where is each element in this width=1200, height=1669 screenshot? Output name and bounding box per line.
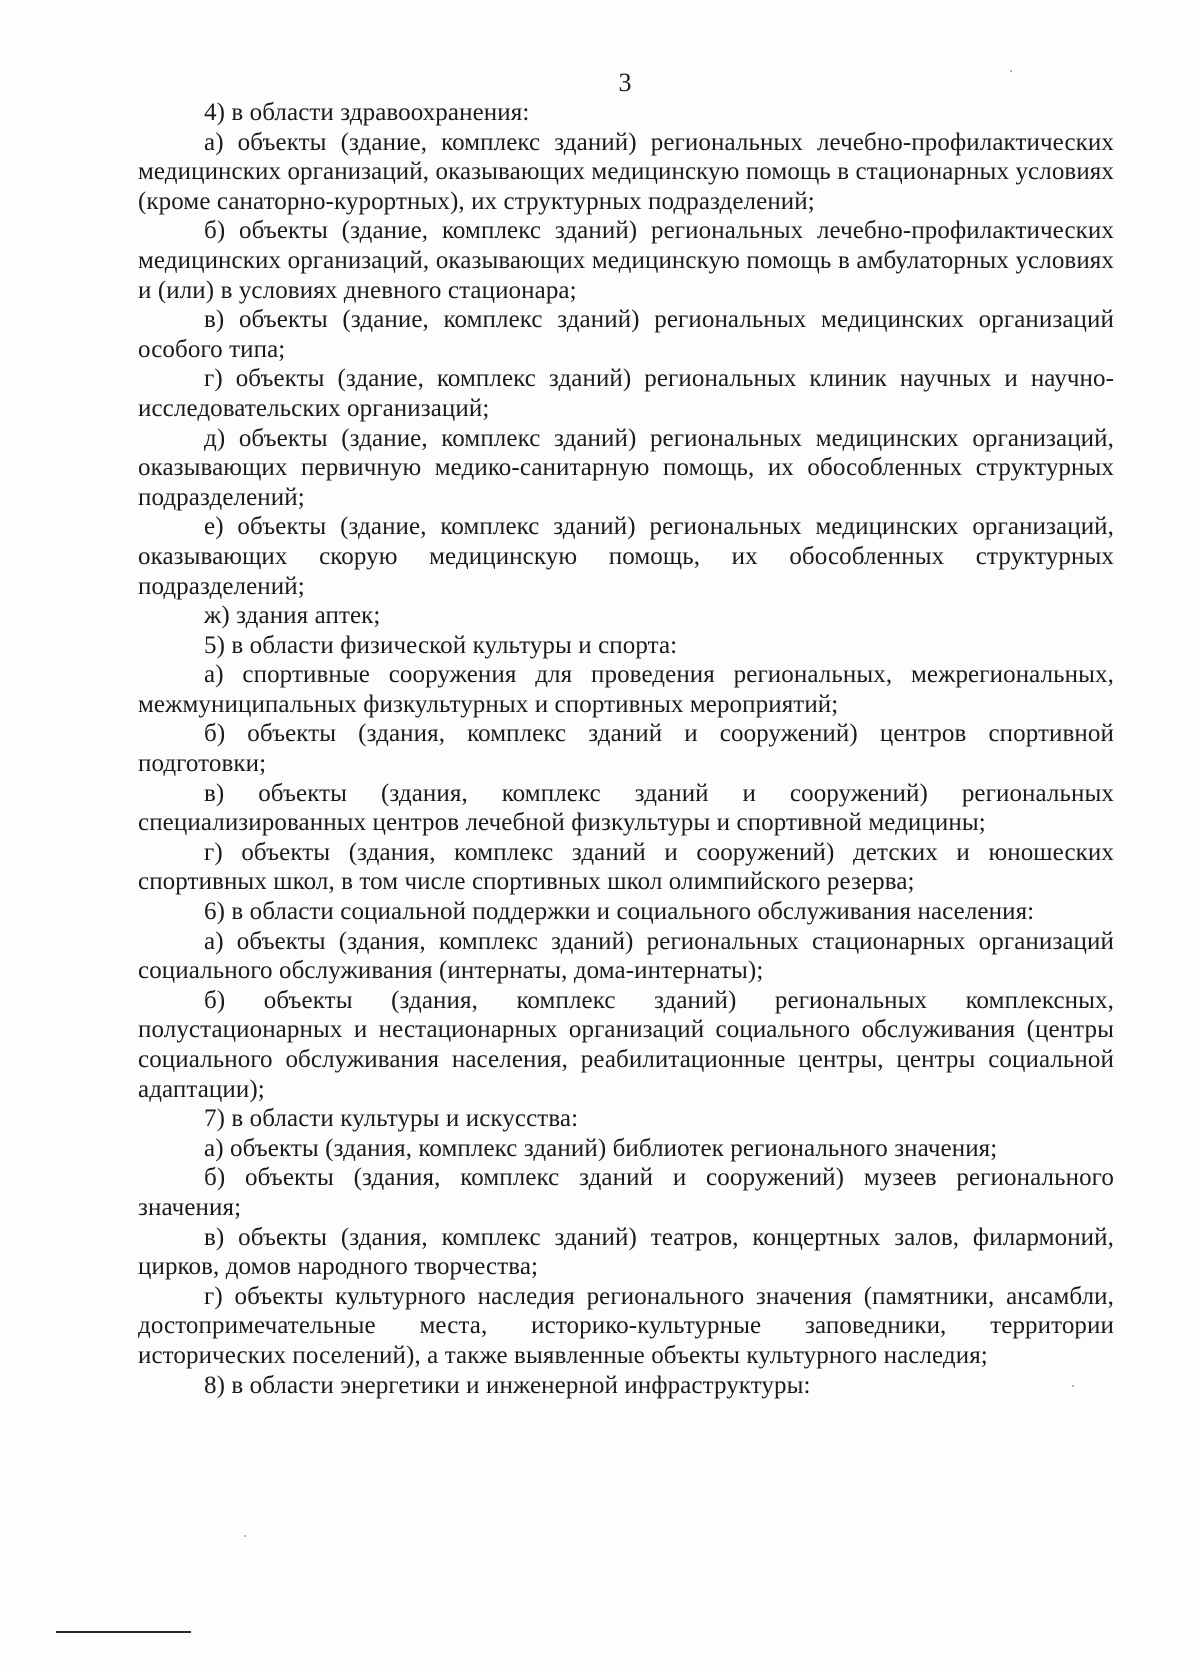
document-body: [138, 98, 1114, 1400]
section-culture-heading: 7) в области культуры и искусства:: [204, 1105, 579, 1133]
list-item: а) объекты (здание, комплекс зданий) региональных лечебно-профилактических медицинских организаций, оказывающих медицинскую помощь в стационарных условиях (кроме санаторно-курортных), их структурных подразделений;: [138, 128, 1114, 215]
list-item: д) объекты (здание, комплекс зданий) региональных медицинских организаций, оказывающих первичную медико-санитарную помощь, их обособленных структурных подразделений;: [138, 424, 1114, 511]
list-item: а) объекты (здания, комплекс зданий) библиотек регионального значения;: [204, 1134, 998, 1162]
list-item: е) объекты (здание, комплекс зданий) региональных медицинских организаций, оказывающих скорую медицинскую помощь, их обособленных структурных подразделений;: [138, 513, 1114, 600]
list-item: в) объекты (здание, комплекс зданий) региональных медицинских организаций особого типа;: [138, 306, 1114, 363]
page-number: 3: [618, 68, 632, 97]
list-item: г) объекты (здание, комплекс зданий) региональных клиник научных и научно-исследовательских организаций;: [138, 365, 1114, 422]
scan-speck: [1010, 70, 1012, 72]
scan-speck: [1072, 1385, 1074, 1387]
list-item: в) объекты (здания, комплекс зданий) театров, концертных залов, филармоний, цирков, домов народного творчества;: [138, 1223, 1114, 1281]
list-item: г) объекты (здания, комплекс зданий и сооружений) детских и юношеских спортивных школ, в том числе спортивных школ олимпийского резерва;: [138, 838, 1114, 896]
scan-speck: [244, 1535, 246, 1537]
footnote-divider: [56, 1631, 191, 1633]
list-item: а) объекты (здания, комплекс зданий) региональных стационарных организаций социального обслуживания (интернаты, дома-интернаты);: [138, 927, 1114, 985]
section-energy-heading: 8) в области энергетики и инженерной инфраструктуры:: [204, 1371, 811, 1399]
section-sport-heading: 5) в области физической культуры и спорта:: [204, 631, 678, 659]
list-item: в) объекты (здания, комплекс зданий и сооружений) региональных специализированных центров лечебной физкультуры и спортивной медицины;: [138, 779, 1114, 837]
section-healthcare-heading: 4) в области здравоохранения:: [204, 99, 530, 126]
list-item: б) объекты (здания, комплекс зданий и сооружений) центров спортивной подготовки;: [138, 720, 1114, 778]
list-item: б) объекты (здание, комплекс зданий) региональных лечебно-профилактических медицинских организаций, оказывающих медицинскую помощь в амбулаторных условиях и (или) в условиях дневного стационара;: [138, 217, 1114, 304]
list-item: а) спортивные сооружения для проведения региональных, межрегиональных, межмуниципальных физкультурных и спортивных мероприятий;: [138, 661, 1114, 718]
list-item: б) объекты (здания, комплекс зданий и сооружений) музеев регионального значения;: [138, 1164, 1114, 1221]
section-social-heading: 6) в области социальной поддержки и социального обслуживания населения:: [204, 898, 1035, 926]
list-item: г) объекты культурного наследия регионального значения (памятники, ансамбли, достопримечательные места, историко-культурные заповедники, территории исторических поселений), а также выявленные объекты культурного наследия;: [138, 1282, 1114, 1369]
list-item: б) объекты (здания, комплекс зданий) региональных комплексных, полустационарных и нестационарных организаций социального обслуживания (центры социального обслуживания населения, реабилитационные центры, центры социальной адаптации);: [138, 986, 1114, 1103]
list-item: ж) здания аптек;: [204, 602, 381, 630]
